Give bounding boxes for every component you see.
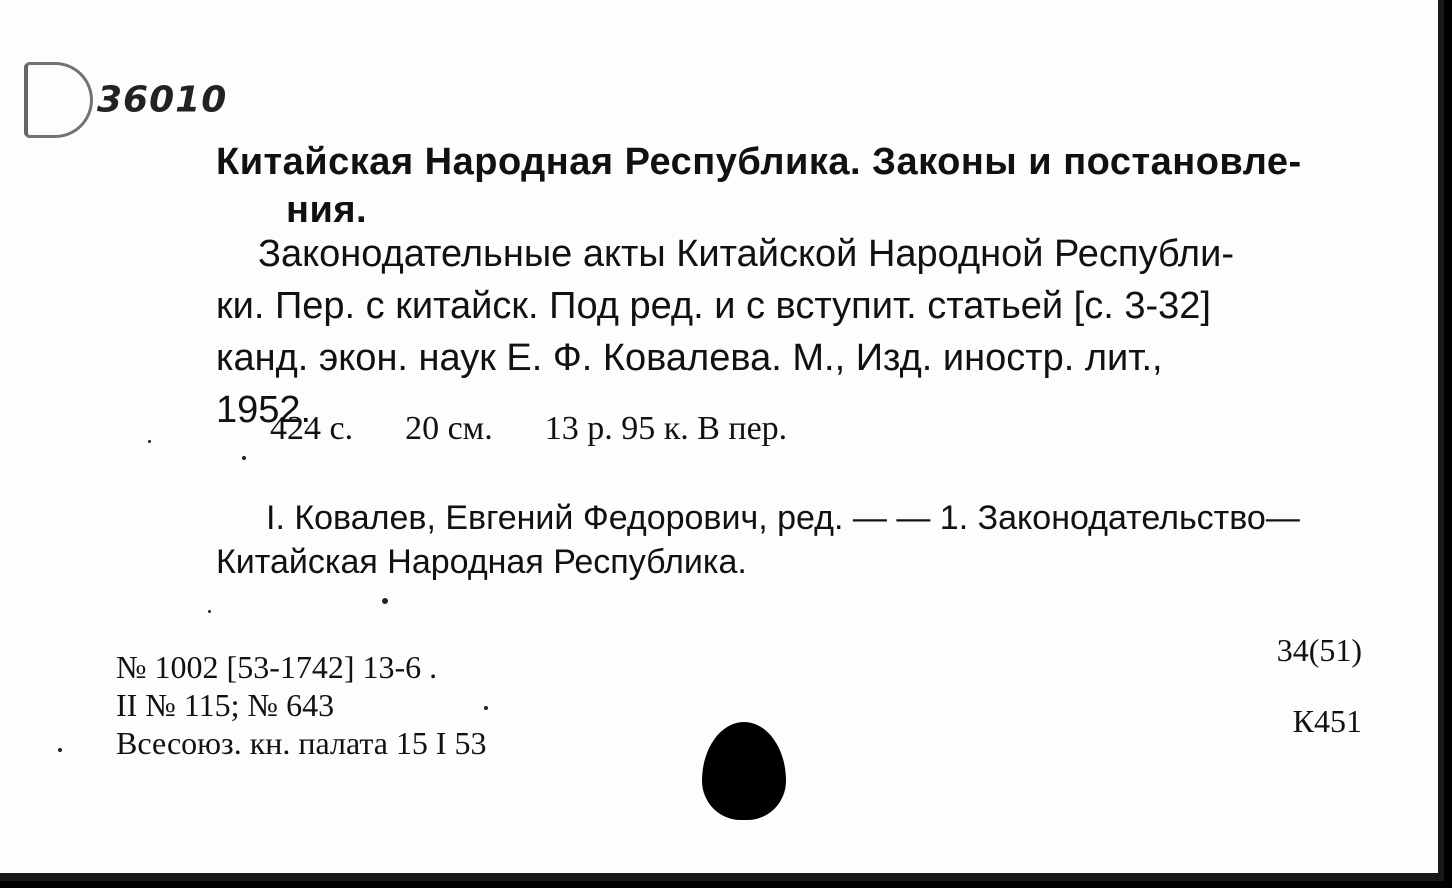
card-hole (702, 722, 786, 820)
handwritten-number: 36010 (97, 79, 228, 121)
speck (148, 440, 151, 443)
title-line: ния. (286, 189, 368, 231)
physical-description (270, 410, 839, 448)
speck (58, 748, 62, 752)
description-line: 1952. (216, 389, 312, 431)
imprint-line: Всесоюз. кн. палата 15 I 53 (116, 725, 487, 761)
description-line: Законодательные акты Китайской Народной Республи- (258, 233, 1234, 275)
speck (484, 706, 488, 710)
udc-code: 34(51) (1276, 632, 1362, 668)
speck (242, 456, 246, 460)
description-line: ки. Пер. с китайск. Под ред. и с вступит. статьей [с. 3-32] (216, 285, 1211, 327)
speck (382, 598, 388, 604)
price: 13 р. 95 к. В пер. (544, 410, 788, 447)
classification (1277, 632, 1362, 740)
tracing-line: Китайская Народная Республика. (216, 543, 747, 581)
author-code: К451 (1292, 703, 1362, 739)
tracings (216, 496, 1386, 584)
imprint-line: № 1002 [53-1742] 13-6 . (116, 649, 438, 685)
tracing-line: I. Ковалев, Евгений Федорович, ред. — — 1. Законодательство— (266, 499, 1300, 537)
handwritten-letter-icon (24, 62, 93, 138)
card-title (216, 138, 1386, 234)
bibliographic-description (216, 228, 1386, 436)
title-line: Китайская Народная Республика. Законы и постановле- (216, 141, 1302, 183)
handwritten-mark (24, 62, 227, 138)
page-count: 424 с. (270, 410, 354, 447)
imprint-line: II № 115; № 643 (116, 687, 335, 723)
speck (208, 610, 211, 613)
card-imprint (116, 648, 487, 762)
book-size: 20 см. (405, 410, 493, 447)
description-line: канд. экон. наук Е. Ф. Ковалева. М., Изд. иностр. лит., (216, 337, 1163, 379)
